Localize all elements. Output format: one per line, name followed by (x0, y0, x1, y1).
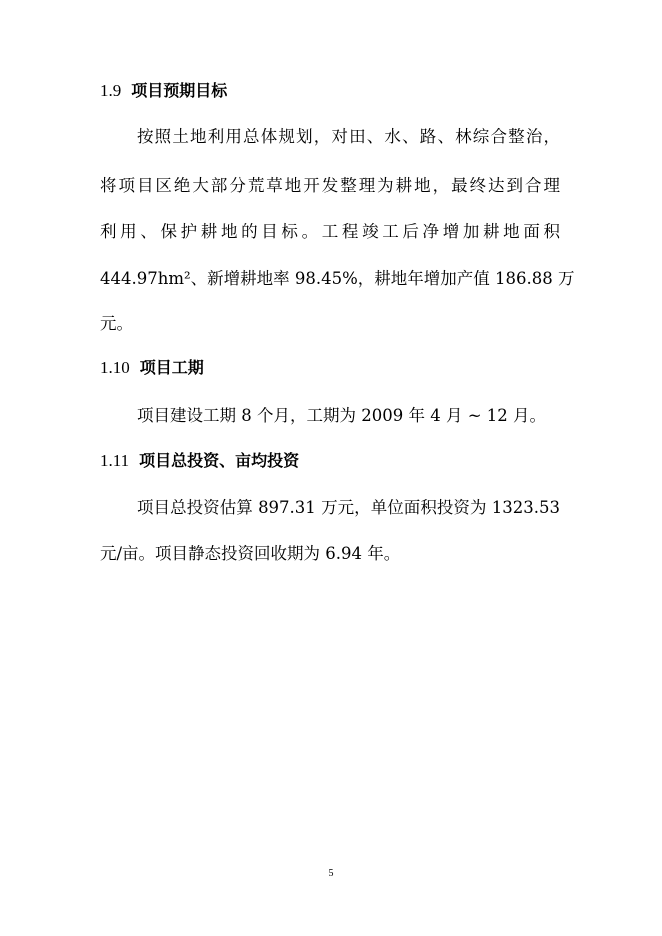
section-heading-1-10 (100, 358, 204, 378)
page-number: 5 (328, 868, 334, 879)
paragraph-line: 项目建设工期 8 个月，工期为 2009 年 4 月 ~ 12 月。 (137, 406, 547, 425)
paragraph-line: 按照土地利用总体规划，对田、水、路、林综合整治， (137, 127, 560, 146)
paragraph-line: 元。 (100, 314, 133, 333)
paragraph-line: 元/亩。项目静态投资回收期为 6.94 年。 (100, 544, 401, 563)
section-title: 项目总投资、亩均投资 (139, 451, 300, 470)
section-number: 1.10 (100, 358, 130, 377)
section-number: 1.9 (100, 81, 122, 100)
section-title: 项目预期目标 (131, 81, 228, 100)
paragraph-line: 项目总投资估算 897.31 万元，单位面积投资为 1323.53 (137, 498, 560, 517)
paragraph-line: 将项目区绝大部分荒草地开发整理为耕地，最终达到合理 (100, 176, 560, 195)
paragraph-line: 444.97hm²、新增耕地率 98.45%，耕地年增加产值 186.88 万 (100, 269, 575, 288)
section-number: 1.11 (100, 451, 130, 470)
paragraph-line: 利用、保护耕地的目标。工程竣工后净增加耕地面积 (100, 222, 560, 241)
section-heading-1-11 (100, 451, 299, 471)
section-heading-1-9 (100, 81, 227, 101)
section-title: 项目工期 (139, 358, 204, 377)
